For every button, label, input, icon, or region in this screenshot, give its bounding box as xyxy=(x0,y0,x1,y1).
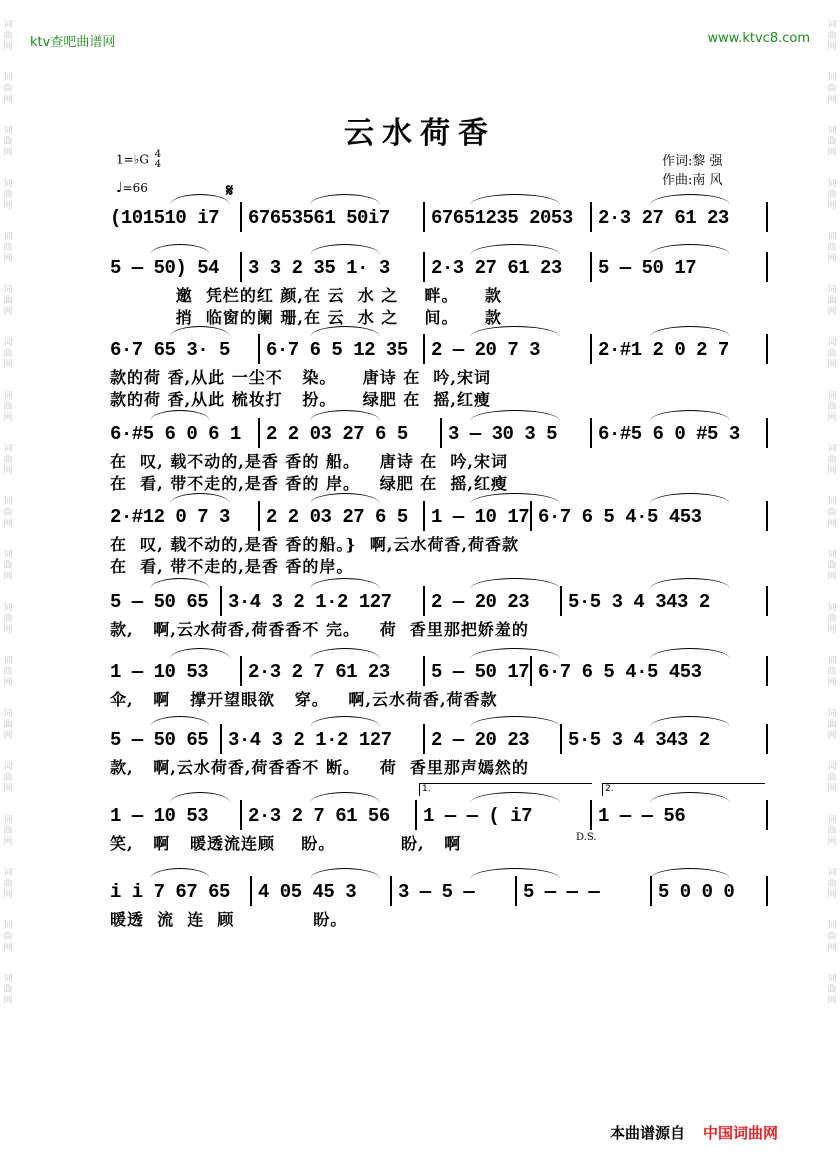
slur xyxy=(310,648,380,659)
song-title: 云水荷香 xyxy=(344,116,496,151)
footer-source: 本曲谱源自 xyxy=(610,1124,686,1142)
note-line xyxy=(110,660,768,690)
note-line xyxy=(110,728,768,758)
measure: 5·5 3 4 343 2 xyxy=(568,729,710,751)
lyric-line: 暖透 流 连 顾 盼。 xyxy=(110,910,348,929)
lyric-line: 在 看, 带不走的,是香 香的 岸。 绿肥 在 摇,红瘦 xyxy=(110,474,508,493)
note-line xyxy=(110,338,768,368)
site-label-right[interactable]: www.ktvc8.com xyxy=(707,31,810,46)
slur xyxy=(470,194,560,205)
watermark-text: 词 曲 网 xyxy=(827,338,837,370)
note-line xyxy=(110,256,768,286)
key-label: 1= xyxy=(116,152,134,167)
barline xyxy=(240,800,242,830)
barline xyxy=(258,501,260,531)
watermark-text: 词 曲 网 xyxy=(3,868,13,900)
quarter-note-icon: ♩ xyxy=(116,180,123,196)
measure: 2 — 20 23 xyxy=(431,729,530,751)
measure: 6·7 6 5 4·5 453 xyxy=(538,506,702,528)
watermark-text: 词 曲 网 xyxy=(3,603,13,635)
lyric-line: 款的荷 香,从此 梳妆打 扮。 绿肥 在 摇,红瘦 xyxy=(110,390,491,409)
measure: 5 — 50 65 xyxy=(110,591,209,613)
measure: 2 2 03 27 6 5 xyxy=(266,423,408,445)
segno-icon: 𝄋 xyxy=(226,181,234,201)
slur xyxy=(650,716,730,727)
slur xyxy=(310,868,380,879)
watermark-text: 词 曲 网 xyxy=(3,974,13,1006)
watermark-text: 词 曲 网 xyxy=(827,815,837,847)
slur xyxy=(310,716,380,727)
slur xyxy=(170,493,230,504)
measure: 5·5 3 4 343 2 xyxy=(568,591,710,613)
measure: 2·3 2 7 61 56 xyxy=(248,805,390,827)
lyric-line: 捎 临窗的阑 珊,在 云 水 之 间。 款 xyxy=(110,308,502,327)
measure: 5 — 50 65 xyxy=(110,729,209,751)
composer: 作曲:南 风 xyxy=(662,173,723,188)
measure: 2·3 27 61 23 xyxy=(431,257,562,279)
note-line xyxy=(110,880,768,910)
watermark-text: 词 曲 网 xyxy=(827,232,837,264)
slur xyxy=(470,493,560,504)
measure: 2 2 03 27 6 5 xyxy=(266,506,408,528)
footer-site[interactable]: 中国词曲网 xyxy=(703,1124,779,1142)
flat-symbol: ♭ xyxy=(133,152,140,167)
watermark-text: 词 曲 网 xyxy=(3,762,13,794)
measure: 4 05 45 3 xyxy=(258,881,357,903)
slur xyxy=(310,410,380,421)
watermark-text: 词 曲 网 xyxy=(3,179,13,211)
slur xyxy=(310,578,380,589)
measure: 1 — — 56 xyxy=(598,805,686,827)
watermark-text: 词 曲 网 xyxy=(827,391,837,423)
note-line xyxy=(110,206,768,236)
barline xyxy=(423,586,425,616)
barline xyxy=(650,876,652,906)
slur xyxy=(150,410,210,421)
tempo-mark xyxy=(116,180,148,196)
slur xyxy=(650,194,730,205)
barline xyxy=(766,876,768,906)
lyric-line: 在 叹, 载不动的,是香 香的 船。 唐诗 在 吟,宋词 xyxy=(110,452,508,471)
barline xyxy=(766,334,768,364)
slur xyxy=(470,868,560,879)
lyric-line: 伞, 啊 撑开望眼欲 穿。 啊,云水荷香,荷香款 xyxy=(110,690,498,709)
lyric-line: 在 叹, 载不动的,是香 香的船。} 啊,云水荷香,荷香款 xyxy=(110,535,519,554)
lyric-line: 邀 凭栏的红 颜,在 云 水 之 畔。 款 xyxy=(110,286,502,305)
slur xyxy=(650,326,730,337)
note-line xyxy=(110,422,768,452)
barline xyxy=(220,724,222,754)
slur xyxy=(150,578,210,589)
lyric-line: 款, 啊,云水荷香,荷香香不 断。 荷 香里那声嫣然的 xyxy=(110,758,529,777)
measure: 6·#5 6 0 #5 3 xyxy=(598,423,740,445)
barline xyxy=(423,334,425,364)
measure: 5 — 50 17 xyxy=(598,257,697,279)
barline xyxy=(390,876,392,906)
measure: 6·#5 6 0 6 1 xyxy=(110,423,241,445)
measure: 2·3 27 61 23 xyxy=(598,207,729,229)
watermark-text: 词 曲 网 xyxy=(3,285,13,317)
barline xyxy=(766,800,768,830)
watermark-text: 词 曲 网 xyxy=(827,656,837,688)
slur xyxy=(310,194,380,205)
watermark-text: 词 曲 网 xyxy=(827,868,837,900)
site-label-left[interactable]: ktv查吧曲谱网 xyxy=(30,35,116,50)
watermark-text: 词 曲 网 xyxy=(3,232,13,264)
watermark-text: 词 曲 网 xyxy=(3,709,13,741)
barline xyxy=(560,724,562,754)
watermark-text: 词 曲 网 xyxy=(3,126,13,158)
measure: 5 — — — xyxy=(523,881,600,903)
measure: 6·7 6 5 4·5 453 xyxy=(538,661,702,683)
watermark-text: 词 曲 网 xyxy=(827,709,837,741)
slur xyxy=(310,244,380,255)
watermark-text: 词 曲 网 xyxy=(827,73,837,105)
slur xyxy=(650,244,730,255)
slur xyxy=(650,868,730,879)
measure: 2·3 2 7 61 23 xyxy=(248,661,390,683)
slur xyxy=(150,716,210,727)
credits xyxy=(662,152,723,190)
watermark-text: 词 曲 网 xyxy=(3,550,13,582)
watermark-text: 词 曲 网 xyxy=(827,762,837,794)
measure: 3 — 5 — xyxy=(398,881,475,903)
tempo-value: =66 xyxy=(122,181,148,195)
watermark-text: 词 曲 网 xyxy=(3,20,13,52)
measure: 2 — 20 23 xyxy=(431,591,530,613)
barline xyxy=(766,252,768,282)
measure: 67653561 50i7 xyxy=(248,207,390,229)
barline xyxy=(423,724,425,754)
key-signature xyxy=(116,150,161,170)
note-line xyxy=(110,804,768,834)
measure: 3 3 2 35 1· 3 xyxy=(248,257,390,279)
slur xyxy=(650,410,730,421)
slur xyxy=(170,194,230,205)
barline xyxy=(515,876,517,906)
ds-mark: D.S. xyxy=(576,832,597,843)
barline xyxy=(590,334,592,364)
barline xyxy=(240,252,242,282)
measure: i i 7 67 65 xyxy=(110,881,230,903)
volta-first: 1. xyxy=(419,783,592,796)
barline xyxy=(415,800,417,830)
left-watermark xyxy=(1,20,15,1027)
slur xyxy=(170,648,230,659)
watermark-text: 词 曲 网 xyxy=(3,391,13,423)
watermark-text: 词 曲 网 xyxy=(827,974,837,1006)
barline xyxy=(766,501,768,531)
watermark-text: 词 曲 网 xyxy=(3,815,13,847)
slur xyxy=(470,578,560,589)
slur xyxy=(310,792,380,803)
barline xyxy=(423,501,425,531)
lyricist: 作词:黎 强 xyxy=(662,154,723,169)
measure: 67651235 2053 xyxy=(431,207,573,229)
watermark-text: 词 曲 网 xyxy=(3,921,13,953)
barline xyxy=(766,202,768,232)
measure: 6·7 6 5 12 35 xyxy=(266,339,408,361)
barline xyxy=(766,586,768,616)
barline xyxy=(250,876,252,906)
barline xyxy=(240,202,242,232)
slur xyxy=(650,493,730,504)
footer xyxy=(610,1122,778,1143)
watermark-text: 词 曲 网 xyxy=(3,497,13,529)
note-line xyxy=(110,505,768,535)
barline xyxy=(423,202,425,232)
right-watermark xyxy=(825,20,839,1027)
watermark-text: 词 曲 网 xyxy=(827,126,837,158)
measure: 3·4 3 2 1·2 127 xyxy=(228,729,392,751)
note-line xyxy=(110,590,768,620)
barline xyxy=(590,800,592,830)
watermark-text: 词 曲 网 xyxy=(3,338,13,370)
watermark-text: 词 曲 网 xyxy=(827,921,837,953)
barline xyxy=(530,656,532,686)
slur xyxy=(470,716,560,727)
lyric-line: 款的荷 香,从此 一尘不 染。 唐诗 在 吟,宋词 xyxy=(110,368,491,387)
barline xyxy=(766,656,768,686)
watermark-text: 词 曲 网 xyxy=(827,20,837,52)
barline xyxy=(258,418,260,448)
barline xyxy=(590,202,592,232)
measure: 5 — 50 17 xyxy=(431,661,530,683)
measure: 2 — 20 7 3 xyxy=(431,339,541,361)
lyric-line: 笑, 啊 暖透流连顾 盼。 盼, 啊 xyxy=(110,834,462,853)
barline xyxy=(560,586,562,616)
slur xyxy=(650,578,730,589)
barline xyxy=(530,501,532,531)
watermark-text: 词 曲 网 xyxy=(3,444,13,476)
watermark-text: 词 曲 网 xyxy=(3,656,13,688)
slur xyxy=(470,648,560,659)
measure: 1 — — ( i7 xyxy=(423,805,533,827)
watermark-text: 词 曲 网 xyxy=(827,603,837,635)
slur xyxy=(650,648,730,659)
measure: 1 — 10 53 xyxy=(110,661,209,683)
time-bottom: 4 xyxy=(154,159,162,170)
measure: 1 — 10 53 xyxy=(110,805,209,827)
slur xyxy=(470,410,560,421)
measure: 5 — 50) 54 xyxy=(110,257,220,279)
barline xyxy=(220,586,222,616)
watermark-text: 词 曲 网 xyxy=(827,285,837,317)
measure: 3 — 30 3 5 xyxy=(448,423,558,445)
volta-second: 2. xyxy=(602,783,765,796)
measure: 3·4 3 2 1·2 127 xyxy=(228,591,392,613)
slur xyxy=(310,493,380,504)
barline xyxy=(440,418,442,448)
watermark-text: 词 曲 网 xyxy=(827,550,837,582)
barline xyxy=(423,656,425,686)
watermark-text: 词 曲 网 xyxy=(827,179,837,211)
measure: 5 0 0 0 xyxy=(658,881,735,903)
watermark-text: 词 曲 网 xyxy=(3,73,13,105)
watermark-text: 词 曲 网 xyxy=(827,497,837,529)
measure: 2·#12 0 7 3 xyxy=(110,506,230,528)
measure: (101510 i7 xyxy=(110,207,220,229)
measure: 2·#1 2 0 2 7 xyxy=(598,339,729,361)
lyric-line: 款, 啊,云水荷香,荷香香不 完。 荷 香里那把娇羞的 xyxy=(110,620,529,639)
time-signature xyxy=(155,150,161,170)
slur xyxy=(170,792,230,803)
watermark-text: 词 曲 网 xyxy=(827,444,837,476)
barline xyxy=(590,252,592,282)
key-name: G xyxy=(139,152,149,167)
measure: 6·7 65 3· 5 xyxy=(110,339,230,361)
slur xyxy=(150,868,210,879)
barline xyxy=(258,334,260,364)
barline xyxy=(590,418,592,448)
barline xyxy=(766,724,768,754)
lyric-line: 在 看, 带不走的,是香 香的岸。 xyxy=(110,557,354,576)
slur xyxy=(470,244,560,255)
slur xyxy=(150,244,210,255)
barline xyxy=(423,252,425,282)
barline xyxy=(766,418,768,448)
barline xyxy=(240,656,242,686)
measure: 1 — 10 17 xyxy=(431,506,530,528)
time-top: 4 xyxy=(154,149,162,160)
